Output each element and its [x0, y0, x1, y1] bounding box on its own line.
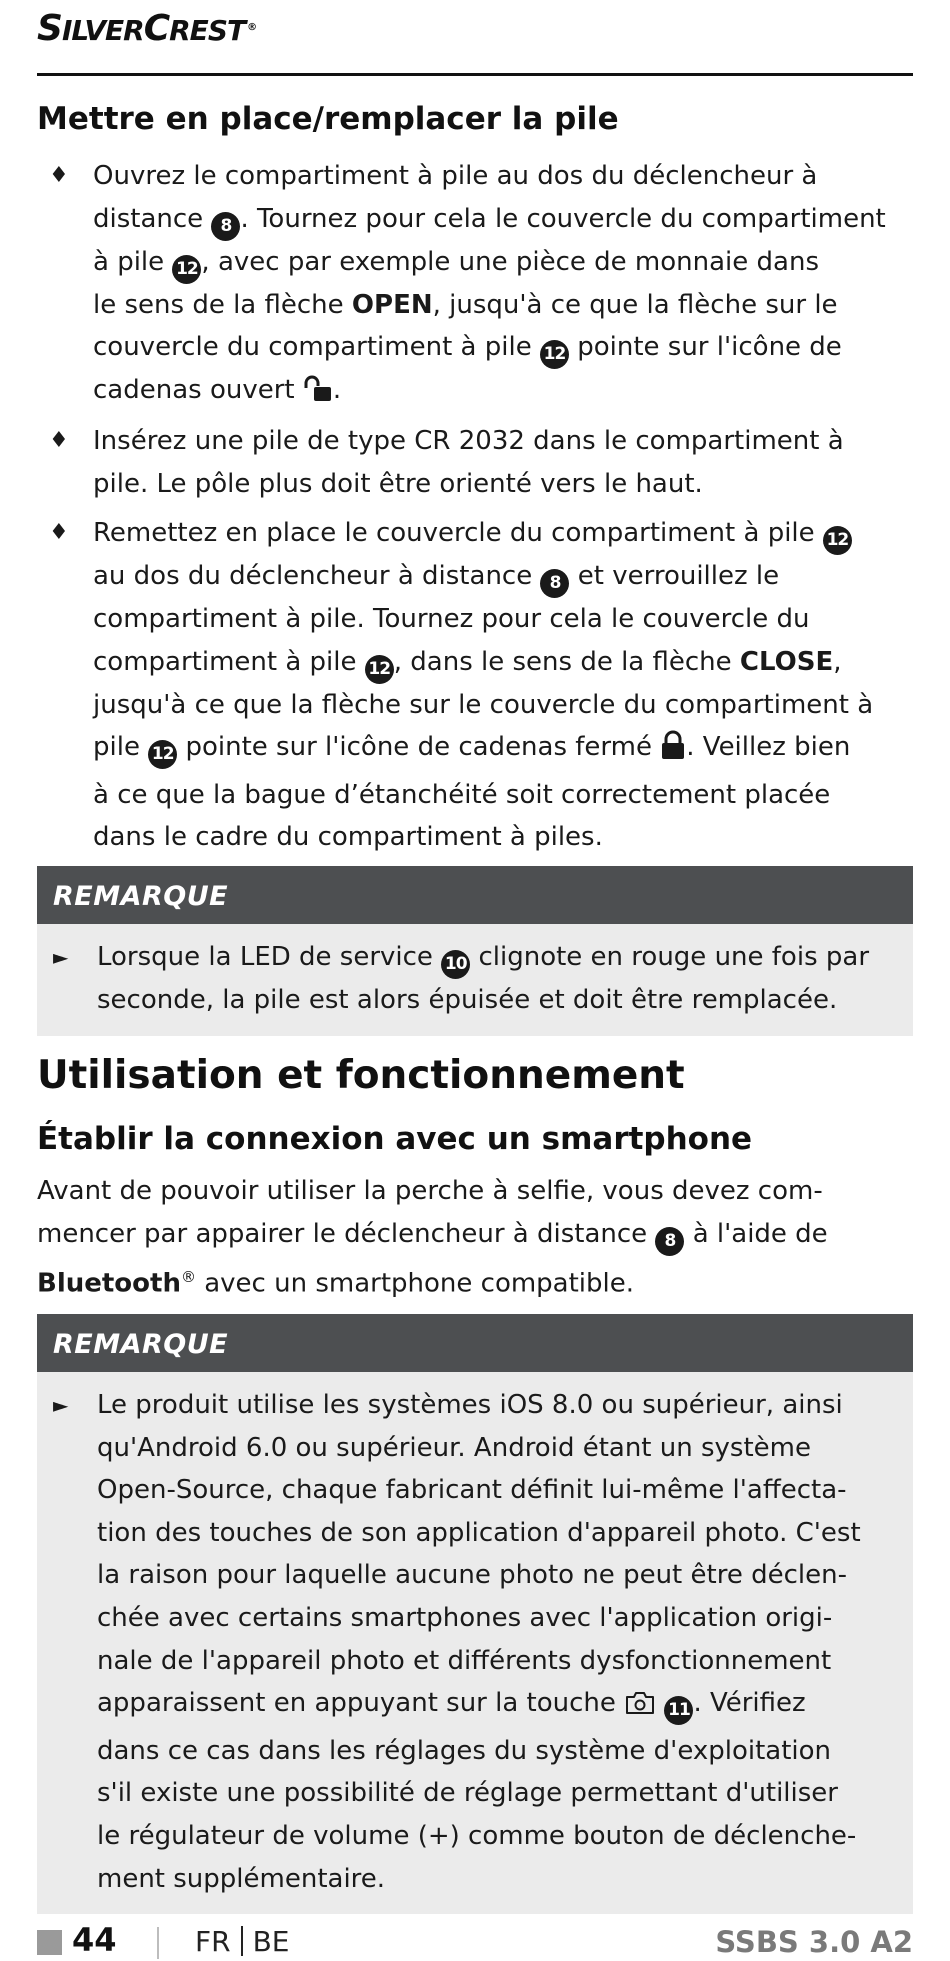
text-line: Remettez en place le couvercle du compartiment à pile	[93, 518, 815, 548]
padlock-open-icon	[303, 374, 333, 417]
lang-be: BE	[252, 1925, 290, 1958]
callout-12: 12	[540, 340, 569, 369]
text-line: seconde, la pile est alors épuisée et doit être remplacée.	[97, 985, 838, 1015]
text-line: qu'Android 6.0 ou supérieur. Android étant un système	[97, 1432, 811, 1463]
bullet-item	[37, 512, 913, 859]
text-line: mencer par appairer le déclencheur à distance	[37, 1218, 648, 1249]
text-line: , dans le sens de la flèche	[393, 646, 732, 677]
text-line: apparaissent en appuyant sur la touche	[97, 1688, 616, 1719]
camera-button-icon	[624, 1687, 656, 1730]
text-line: . Vérifiez	[693, 1688, 806, 1719]
bluetooth-label: Bluetooth	[37, 1268, 181, 1299]
text-line: dans le cadre du compartiment à piles.	[93, 822, 603, 853]
brand-logo: SILVERCREST ®	[37, 8, 257, 49]
text-line: pointe sur l'icône de cadenas fermé	[185, 732, 652, 763]
text-line: le sens de la flèche	[93, 289, 344, 320]
text-line: avec un smartphone compatible.	[204, 1268, 635, 1299]
text-line: . Tournez pour cela le couvercle du compartiment	[240, 203, 886, 234]
text-line: s'il existe une possibilité de réglage permettant d'utiliser	[97, 1778, 838, 1809]
section-title: Mettre en place/remplacer la pile	[37, 101, 619, 137]
callout-12: 12	[148, 740, 177, 769]
text-line: chée avec certains smartphones avec l'application origi-	[97, 1602, 833, 1633]
text-line: ,	[833, 646, 842, 677]
text-line: distance	[93, 203, 204, 234]
note-box	[37, 1314, 913, 1914]
diamond-bullet-icon: ♦	[49, 163, 69, 188]
text-line: Insérez une pile de type CR 2032 dans le compartiment à	[93, 426, 844, 456]
text-line: pointe sur l'icône de	[577, 332, 842, 363]
callout-11: 11	[664, 1696, 693, 1725]
text-line: jusqu'à ce que la flèche sur le couvercle du compartiment à	[93, 689, 874, 720]
text-line: Le produit utilise les systèmes iOS 8.0 ou supérieur, ainsi	[97, 1390, 843, 1420]
text-line: compartiment à pile. Tournez pour cela le couvercle du	[93, 604, 810, 634]
model-number: SSBS 3.0 A2	[715, 1925, 913, 1959]
section-subtitle: Établir la connexion avec un smartphone	[37, 1121, 753, 1157]
paragraph	[37, 1170, 913, 1305]
text-line: Lorsque la LED de service	[97, 942, 433, 972]
registered-mark: ®	[180, 1267, 196, 1286]
text-line: couvercle du compartiment à pile	[93, 332, 532, 363]
text-line: et verrouillez le	[577, 561, 780, 591]
text-line: . Veillez bien	[686, 732, 851, 763]
text-line: à l'aide de	[692, 1218, 828, 1249]
padlock-closed-icon	[660, 730, 686, 774]
text-line: .	[332, 375, 342, 406]
text-line: pile	[93, 732, 140, 763]
callout-12: 12	[172, 255, 201, 284]
callout-10: 10	[441, 950, 470, 979]
text-line: nale de l'appareil photo et différents dysfonctionnement	[97, 1645, 832, 1676]
triangle-right-icon: ►	[53, 945, 69, 969]
diamond-bullet-icon: ♦	[49, 428, 69, 453]
chapter-title: Utilisation et fonctionnement	[37, 1053, 685, 1098]
header-rule	[37, 73, 913, 76]
close-label: CLOSE	[739, 646, 834, 677]
text-line: Avant de pouvoir utiliser la perche à selfie, vous devez com-	[37, 1176, 823, 1206]
footer-divider	[157, 1927, 159, 1959]
text-line: à pile	[93, 246, 165, 277]
text-line: cadenas ouvert	[93, 375, 295, 406]
text-line: ment supplémentaire.	[97, 1863, 386, 1894]
text-line: dans ce cas dans les réglages du système d'exploitation	[97, 1735, 832, 1766]
text-line: le régulateur de volume (+) comme bouton de déclenche-	[97, 1820, 857, 1851]
bullet-item	[37, 155, 913, 417]
bullet-item	[37, 420, 913, 505]
text-line: Open-Source, chaque fabricant définit lui-même l'affecta-	[97, 1475, 847, 1506]
text-line: tion des touches de son application d'appareil photo. C'est	[97, 1517, 861, 1548]
triangle-right-icon: ►	[53, 1393, 69, 1417]
text-line: , avec par exemple une pièce de monnaie dans	[201, 246, 819, 277]
text-line: pile. Le pôle plus doit être orienté vers le haut.	[93, 468, 703, 499]
page-number: 44	[72, 1921, 117, 1959]
callout-8: 8	[540, 569, 569, 598]
callout-8: 8	[655, 1227, 684, 1256]
text-line: compartiment à pile	[93, 646, 357, 677]
text-line: Ouvrez le compartiment à pile au dos du déclencheur à	[93, 161, 818, 191]
lang-divider	[241, 1926, 243, 1956]
note-heading: REMARQUE	[37, 1314, 913, 1372]
text-line: au dos du déclencheur à distance	[93, 561, 533, 591]
footer-marker	[37, 1930, 62, 1955]
diamond-bullet-icon: ♦	[49, 520, 69, 545]
callout-12: 12	[823, 526, 852, 555]
text-line: clignote en rouge une fois par	[478, 942, 870, 972]
footer-languages	[195, 1925, 289, 1958]
lang-fr: FR	[195, 1925, 231, 1958]
note-heading: REMARQUE	[37, 866, 913, 924]
callout-8: 8	[211, 212, 240, 241]
callout-12: 12	[365, 655, 394, 684]
note-box	[37, 866, 913, 1036]
text-line: la raison pour laquelle aucune photo ne peut être déclen-	[97, 1560, 847, 1591]
text-line: , jusqu'à ce que la flèche sur le	[432, 289, 838, 320]
text-line: à ce que la bague d’étanchéité soit correctement placée	[93, 779, 831, 810]
open-label: OPEN	[351, 289, 433, 320]
